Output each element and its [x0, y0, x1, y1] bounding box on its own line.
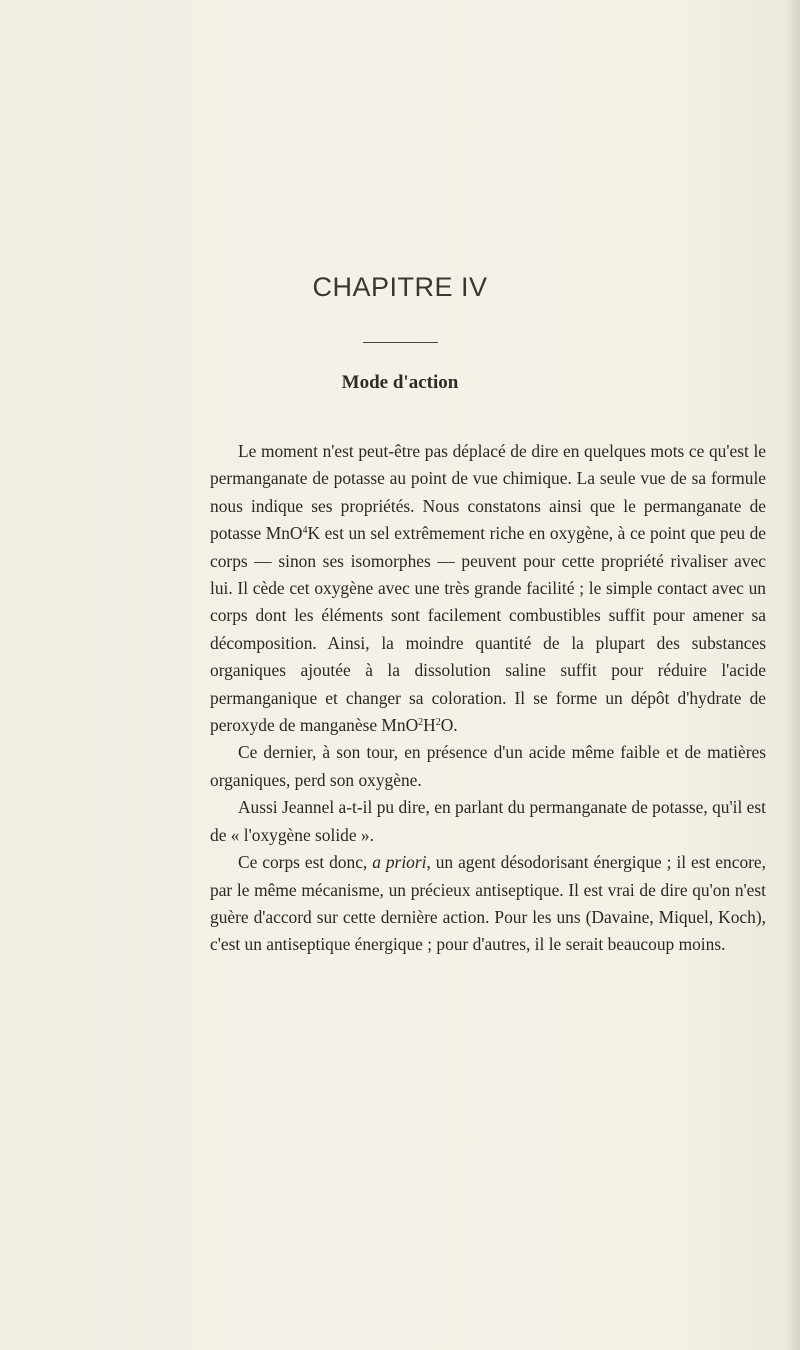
body-text — [210, 438, 766, 959]
formula-superscript: 2 — [435, 717, 441, 729]
formula-superscript: 4 — [302, 525, 308, 537]
paragraph-1 — [210, 438, 766, 739]
section-title: Mode d'action — [341, 372, 459, 393]
title-rule — [363, 342, 438, 343]
paragraph-1-tail: O. — [440, 715, 458, 736]
italic-term: a priori — [372, 852, 427, 873]
formula-part: H — [423, 715, 436, 736]
paragraph-4 — [210, 849, 766, 959]
paragraph-4-post: , un agent désodorisant énergique ; il est encore, par le même mécanisme, un précieux antiseptique. Il est vrai de dire qu'on n'est guère d'accord sur cette dernière action. Pour les uns (Davaine, Miquel, Koch), c'est un antiseptique énergique ; pour d'autres, il le serait beaucoup moins. — [210, 852, 766, 955]
paragraph-2: Ce dernier, à son tour, en présence d'un acide même faible et de matières organiques, perd son oxygène. — [210, 742, 766, 790]
paragraph-1-mid: K est un sel extrêmement riche en oxygène, à ce point que peu de corps — sinon ses isomorphes — peuvent pour cette propriété rivaliser avec lui. Il cède cet oxygène avec une très grande facilité ; le simple contact avec un corps dont les éléments sont facilement combustibles suffit pour amener sa décomposition. Ainsi, la moindre quantité de la plupart des substances organiques ajoutée à la dissolution saline suffit pour réduire l'acide permanganique et changer sa coloration. Il se forme un dépôt d'hydrate de peroxyde de manganèse MnO — [210, 523, 766, 736]
formula-superscript: 2 — [418, 717, 424, 729]
paragraph-3: Aussi Jeannel a-t-il pu dire, en parlant du permanganate de potasse, qu'il est de « l'oxygène solide ». — [210, 797, 766, 845]
paragraph-4-pre: Ce corps est donc, — [238, 852, 373, 873]
page-edge-shadow — [786, 0, 800, 1350]
paragraph-1-lead: Le moment n'est peut-être pas déplacé de dire en quelques mots ce qu'est le permanganate de potasse au point de vue chimique. La seule vue de sa formule nous indique ses propriétés. Nous constatons ainsi que le permanganate de potasse MnO — [210, 441, 766, 544]
chapter-title: CHAPITRE IV — [312, 272, 488, 302]
